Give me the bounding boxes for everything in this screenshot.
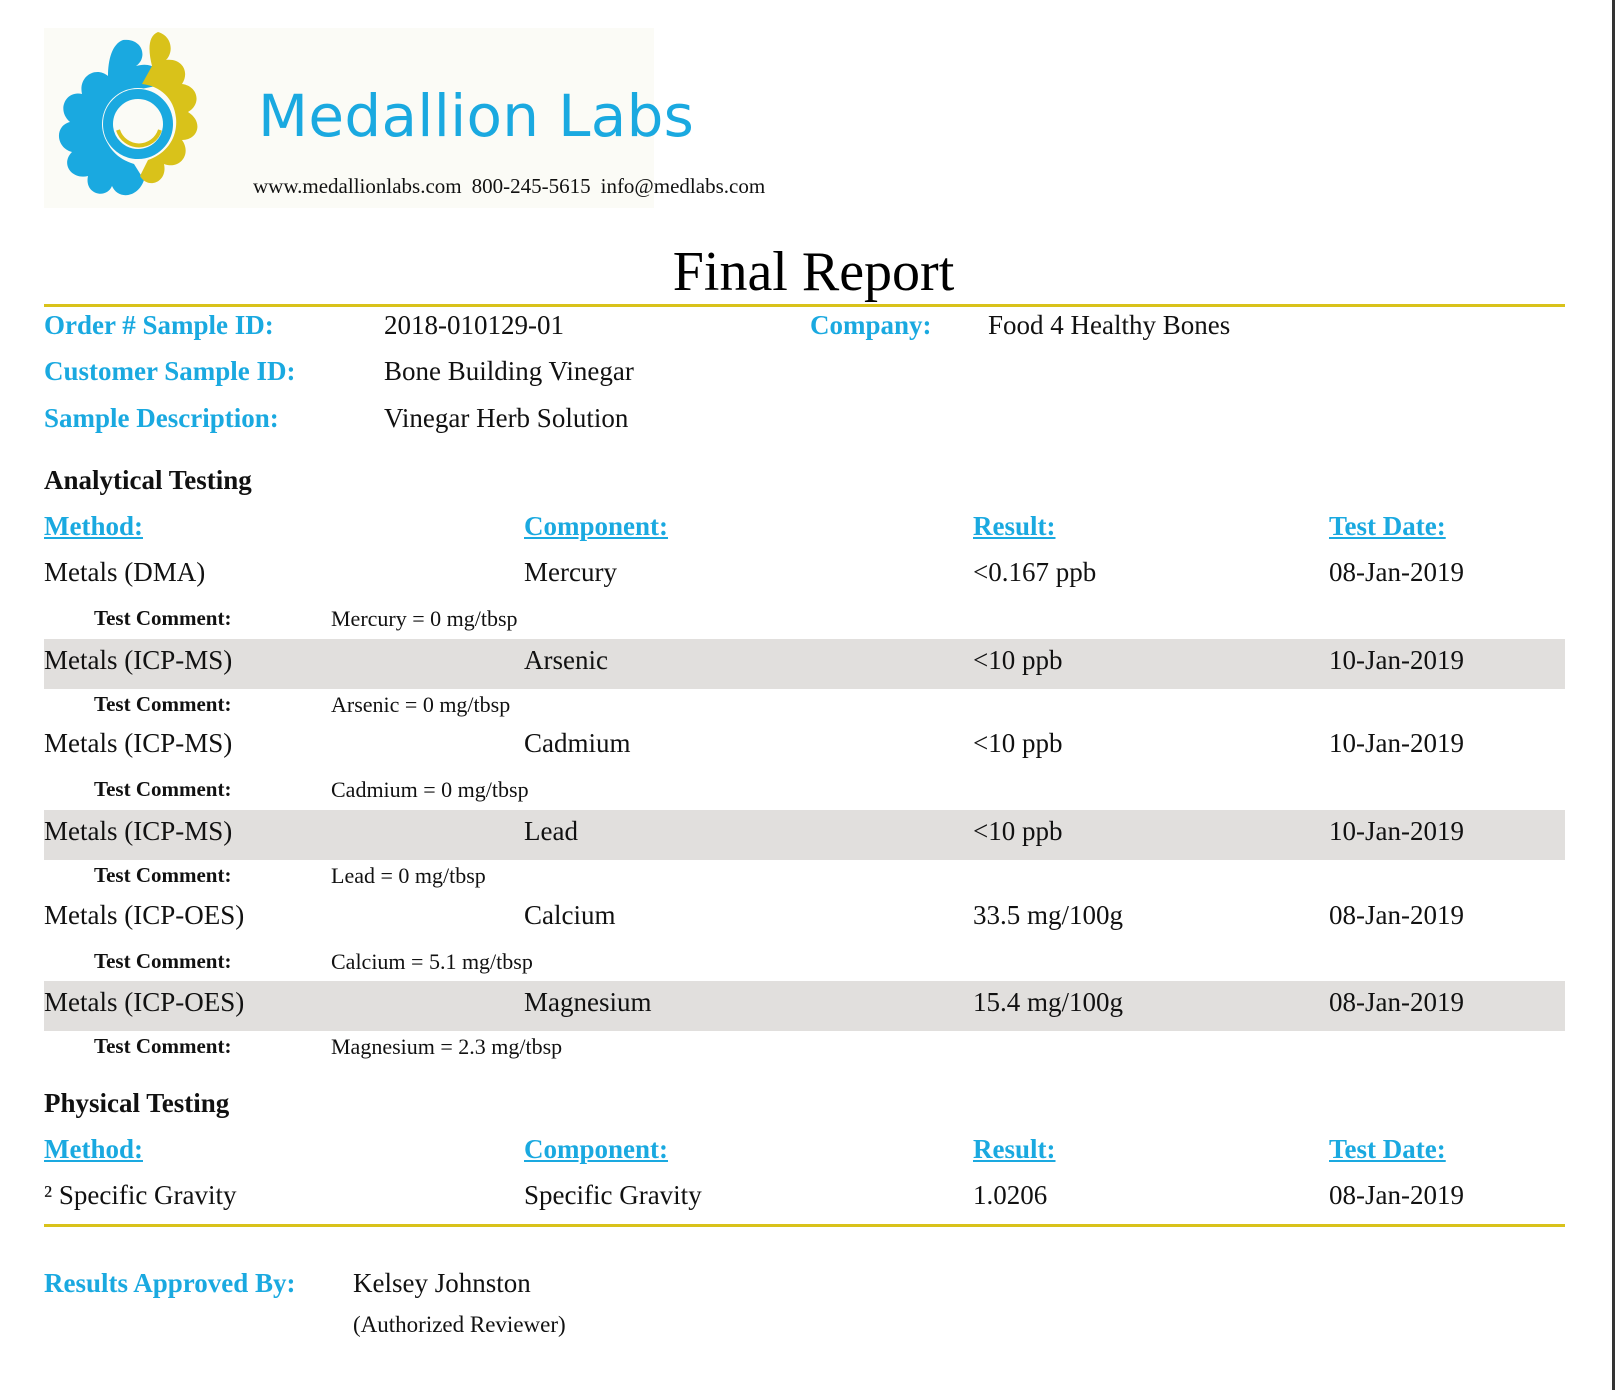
test-comment-label: Test Comment: <box>94 863 232 887</box>
test-comment-label: Test Comment: <box>94 692 232 716</box>
date-cell: 10-Jan-2019 <box>1329 728 1464 758</box>
result-cell: <10 ppb <box>973 728 1063 758</box>
table-row <box>44 981 1565 1031</box>
component-cell: Lead <box>524 816 578 846</box>
table-row <box>44 551 1565 601</box>
test-comment-value: Mercury = 0 mg/tbsp <box>331 606 518 631</box>
method-cell: Metals (ICP-MS) <box>44 816 233 846</box>
component-cell: Mercury <box>524 557 617 587</box>
test-comment-value: Arsenic = 0 mg/tbsp <box>331 692 511 717</box>
sample-description-label: Sample Description: <box>44 403 279 433</box>
col-header-method: Method: <box>44 1134 143 1164</box>
date-cell: 08-Jan-2019 <box>1329 1180 1464 1210</box>
method-cell: Metals (ICP-OES) <box>44 900 245 930</box>
test-comment-label: Test Comment: <box>94 777 232 801</box>
table-row <box>44 639 1565 689</box>
col-header-component: Component: <box>524 1134 669 1164</box>
col-header-component: Component: <box>524 511 669 541</box>
contact-line <box>253 174 775 199</box>
company-value: Food 4 Healthy Bones <box>988 310 1231 340</box>
approver-role: (Authorized Reviewer) <box>353 1312 566 1337</box>
component-cell: Magnesium <box>524 987 652 1017</box>
table-row <box>44 1174 1565 1224</box>
test-comment-label: Test Comment: <box>94 606 232 630</box>
col-header-test-date: Test Date: <box>1329 511 1446 541</box>
col-header-result: Result: <box>973 511 1056 541</box>
gear-flower-logo-icon <box>48 30 223 205</box>
component-cell: Cadmium <box>524 728 631 758</box>
col-header-test-date: Test Date: <box>1329 1134 1446 1164</box>
physical-heading: Physical Testing <box>44 1088 230 1118</box>
date-cell: 08-Jan-2019 <box>1329 900 1464 930</box>
test-comment-value: Cadmium = 0 mg/tbsp <box>331 777 529 802</box>
method-cell: ² Specific Gravity <box>44 1180 237 1210</box>
page-title: Final Report <box>672 241 955 303</box>
test-comment-value: Lead = 0 mg/tbsp <box>331 863 486 888</box>
test-comment-label: Test Comment: <box>94 1034 232 1058</box>
phone-number: 800-245-5615 <box>471 174 591 198</box>
result-cell: 15.4 mg/100g <box>973 987 1124 1017</box>
customer-sample-value: Bone Building Vinegar <box>384 356 634 386</box>
customer-sample-label: Customer Sample ID: <box>44 356 296 386</box>
table-row <box>44 722 1565 772</box>
result-cell: 33.5 mg/100g <box>973 900 1124 930</box>
order-value: 2018-010129-01 <box>384 310 564 340</box>
component-cell: Calcium <box>524 900 616 930</box>
date-cell: 08-Jan-2019 <box>1329 557 1464 587</box>
component-cell: Specific Gravity <box>524 1180 702 1210</box>
component-cell: Arsenic <box>524 645 608 675</box>
result-cell: 1.0206 <box>973 1180 1048 1210</box>
col-header-method: Method: <box>44 511 143 541</box>
website-link[interactable]: www.medallionlabs.com <box>253 174 462 198</box>
result-cell: <10 ppb <box>973 645 1063 675</box>
sample-description-value: Vinegar Herb Solution <box>384 403 629 433</box>
method-cell: Metals (ICP-OES) <box>44 987 245 1017</box>
date-cell: 08-Jan-2019 <box>1329 987 1464 1017</box>
method-cell: Metals (ICP-MS) <box>44 645 233 675</box>
test-comment-value: Calcium = 5.1 mg/tbsp <box>331 949 533 974</box>
company-label: Company: <box>810 310 932 340</box>
email-link[interactable]: info@medlabs.com <box>600 174 766 198</box>
table-row <box>44 894 1565 944</box>
method-cell: Metals (ICP-MS) <box>44 728 233 758</box>
approved-by-label: Results Approved By: <box>44 1268 296 1298</box>
bottom-divider <box>44 1224 1565 1227</box>
method-cell: Metals (DMA) <box>44 557 206 587</box>
test-comment-label: Test Comment: <box>94 949 232 973</box>
table-row <box>44 810 1565 860</box>
col-header-result: Result: <box>973 1134 1056 1164</box>
date-cell: 10-Jan-2019 <box>1329 645 1464 675</box>
top-divider <box>44 304 1565 307</box>
date-cell: 10-Jan-2019 <box>1329 816 1464 846</box>
order-label: Order # Sample ID: <box>44 310 274 340</box>
analytical-heading: Analytical Testing <box>44 465 252 495</box>
approver-name: Kelsey Johnston <box>353 1268 531 1298</box>
test-comment-value: Magnesium = 2.3 mg/tbsp <box>331 1034 563 1059</box>
result-cell: <0.167 ppb <box>973 557 1097 587</box>
result-cell: <10 ppb <box>973 816 1063 846</box>
window-edge <box>1612 0 1615 1390</box>
brand-name: Medallion Labs <box>258 82 695 150</box>
